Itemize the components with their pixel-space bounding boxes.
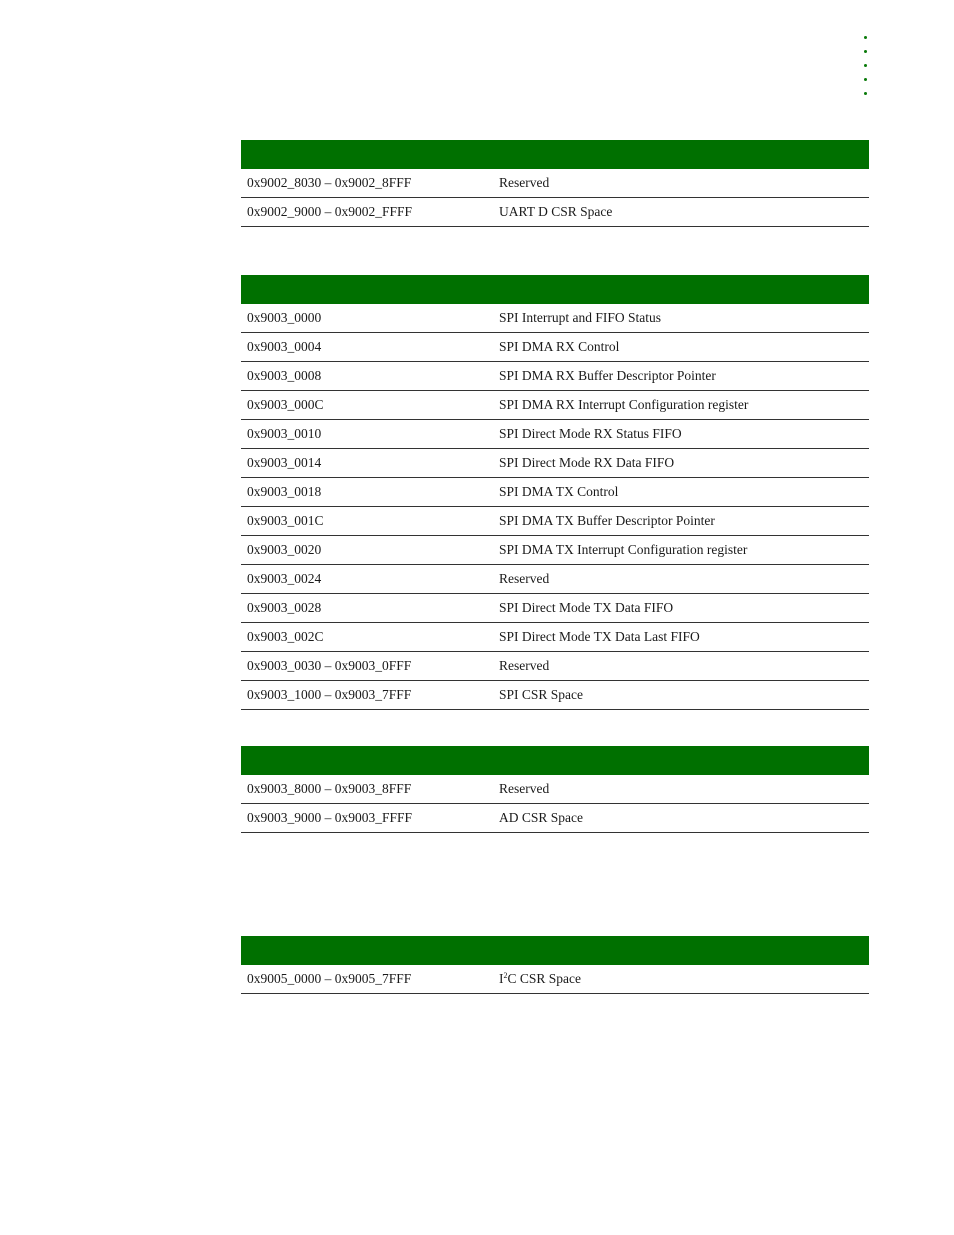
address-cell: 0x9003_002C [247, 629, 324, 644]
description-suffix: C CSR Space [507, 971, 582, 986]
description-prefix: I [499, 971, 504, 986]
description-cell: SPI DMA RX Buffer Descriptor Pointer [499, 368, 716, 383]
table-row [241, 304, 869, 333]
address-cell: 0x9002_9000 – 0x9002_FFFF [247, 204, 413, 219]
description-cell: Reserved [499, 658, 550, 673]
description-cell: SPI CSR Space [499, 687, 584, 702]
address-cell: 0x9003_0014 [247, 455, 322, 470]
table-row [241, 775, 869, 804]
address-cell: 0x9003_0010 [247, 426, 322, 441]
table-header-bar [241, 746, 869, 775]
description-cell: SPI Direct Mode RX Data FIFO [499, 455, 675, 470]
address-cell: 0x9003_8000 – 0x9003_8FFF [247, 781, 412, 796]
address-cell: 0x9003_0008 [247, 368, 322, 383]
table-header-bar [241, 275, 869, 304]
address-cell: 0x9003_0028 [247, 600, 322, 615]
margin-dot [864, 64, 867, 67]
address-cell: 0x9003_0000 [247, 310, 322, 325]
table-row [241, 594, 869, 623]
description-cell: Reserved [499, 781, 550, 796]
table-row [241, 565, 869, 594]
address-cell: 0x9003_0020 [247, 542, 322, 557]
register-table-uart [241, 140, 869, 227]
table-row [241, 652, 869, 681]
table-row [241, 478, 869, 507]
margin-dot-leader [864, 36, 868, 106]
table-row [241, 198, 869, 227]
table-row [241, 391, 869, 420]
table-row [241, 623, 869, 652]
description-cell: SPI DMA RX Control [499, 339, 620, 354]
address-cell: 0x9003_0024 [247, 571, 322, 586]
description-cell: Reserved [499, 571, 550, 586]
table-row [241, 169, 869, 198]
description-cell: SPI Direct Mode RX Status FIFO [499, 426, 682, 441]
description-cell: SPI DMA RX Interrupt Configuration register [499, 397, 749, 412]
address-cell: 0x9005_0000 – 0x9005_7FFF [247, 971, 412, 986]
table-row [241, 362, 869, 391]
address-cell: 0x9003_1000 – 0x9003_7FFF [247, 687, 412, 702]
table-row [241, 449, 869, 478]
address-cell: 0x9003_000C [247, 397, 324, 412]
table-row [241, 804, 869, 833]
description-cell: SPI DMA TX Buffer Descriptor Pointer [499, 513, 715, 528]
table-row [241, 333, 869, 362]
description-cell: Reserved [499, 175, 550, 190]
description-cell: SPI DMA TX Interrupt Configuration register [499, 542, 748, 557]
description-cell: SPI DMA TX Control [499, 484, 619, 499]
description-cell [499, 971, 581, 987]
address-cell: 0x9003_0018 [247, 484, 322, 499]
table-header-bar [241, 140, 869, 169]
margin-dot [864, 50, 867, 53]
table-header-bar [241, 936, 869, 965]
register-table-spi [241, 275, 869, 710]
table-row [241, 507, 869, 536]
address-cell: 0x9003_001C [247, 513, 324, 528]
register-table-i2c [241, 936, 869, 994]
description-cell: SPI Interrupt and FIFO Status [499, 310, 661, 325]
description-cell: UART D CSR Space [499, 204, 613, 219]
margin-dot [864, 36, 867, 39]
table-row [241, 536, 869, 565]
address-cell: 0x9002_8030 – 0x9002_8FFF [247, 175, 412, 190]
address-cell: 0x9003_0030 – 0x9003_0FFF [247, 658, 412, 673]
description-cell: AD CSR Space [499, 810, 583, 825]
address-cell: 0x9003_0004 [247, 339, 322, 354]
address-cell: 0x9003_9000 – 0x9003_FFFF [247, 810, 413, 825]
table-row [241, 965, 869, 994]
description-cell: SPI Direct Mode TX Data Last FIFO [499, 629, 700, 644]
margin-dot [864, 78, 867, 81]
description-cell: SPI Direct Mode TX Data FIFO [499, 600, 674, 615]
margin-dot [864, 92, 867, 95]
table-row [241, 681, 869, 710]
table-row [241, 420, 869, 449]
description-superscript: 2 [503, 971, 508, 980]
register-table-ad [241, 746, 869, 833]
